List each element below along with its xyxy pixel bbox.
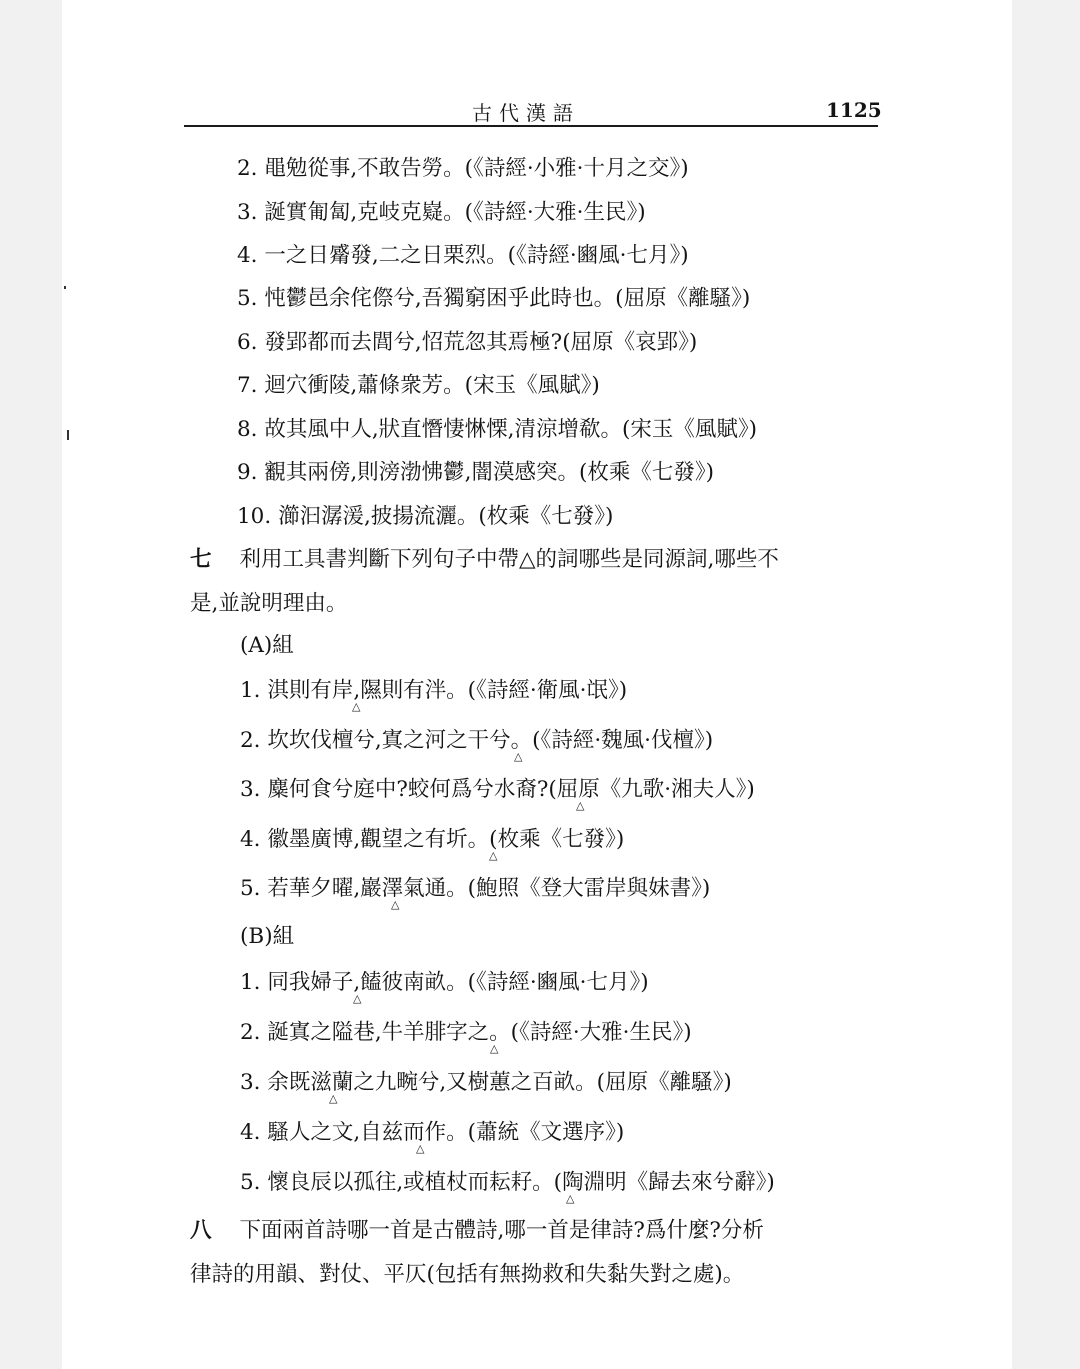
emphasis-triangle-icon: △ xyxy=(576,799,585,812)
list-item: 5. 懷良辰以孤往,或植杖而耘耔。(陶淵明《歸去來兮辭》) xyxy=(240,1170,775,1195)
list-item: 3. 余既滋蘭之九畹兮,又樹蕙之百畝。(屈原《離騷》) xyxy=(240,1070,732,1095)
group-b-label: (B)組 xyxy=(240,924,295,949)
emphasis-triangle-icon: △ xyxy=(416,1142,425,1155)
group-a-label: (A)組 xyxy=(240,633,294,658)
header-rule xyxy=(184,125,878,127)
question-8-text: 下面兩首詩哪一首是古體詩,哪一首是律詩?爲什麼?分析 xyxy=(239,1218,764,1243)
list-item: 5. 若華夕曜,巖澤氣通。(鮑照《登大雷岸與妹書》) xyxy=(240,876,711,901)
question-7-text: 利用工具書判斷下列句子中帶△的詞哪些是同源詞,哪些不 xyxy=(239,547,779,572)
list-item: 4. 徽墨廣博,觀望之有圻。(枚乘《七發》) xyxy=(240,827,625,852)
list-item: 6. 發郢都而去閭兮,怊荒忽其焉極?(屈原《哀郢》) xyxy=(237,330,698,355)
question-7-number: 七 xyxy=(190,547,212,572)
question-7-line-2: 是,並說明理由。 xyxy=(190,591,348,616)
list-item: 9. 覾其兩傍,則滂渤怫鬱,闇漠感突。(枚乘《七發》) xyxy=(237,460,715,485)
question-8-line-1 xyxy=(190,1217,764,1245)
list-item: 3. 誕實匍匐,克岐克嶷。(《詩經·大雅·生民》) xyxy=(237,200,646,225)
scan-speck xyxy=(64,286,66,289)
question-7-line-1 xyxy=(190,546,779,574)
page-number: 1125 xyxy=(826,98,882,122)
list-item: 4. 騷人之文,自兹而作。(蕭統《文選序》) xyxy=(240,1120,625,1145)
list-item: 2. 黽勉從事,不敢告勞。(《詩經·小雅·十月之交》) xyxy=(237,156,689,181)
list-item: 2. 誕寘之隘巷,牛羊腓字之。(《詩經·大雅·生民》) xyxy=(240,1020,692,1045)
emphasis-triangle-icon: △ xyxy=(514,750,523,763)
list-item: 5. 忳鬱邑余侘傺兮,吾獨窮困乎此時也。(屈原《離騷》) xyxy=(237,286,751,311)
running-header-title: 古代漢語 xyxy=(472,101,580,125)
emphasis-triangle-icon: △ xyxy=(489,849,498,862)
emphasis-triangle-icon: △ xyxy=(352,700,361,713)
list-item: 7. 迴穴衝陵,蕭條衆芳。(宋玉《風賦》) xyxy=(237,373,600,398)
list-item: 2. 坎坎伐檀兮,寘之河之干兮。(《詩經·魏風·伐檀》) xyxy=(240,728,714,753)
emphasis-triangle-icon: △ xyxy=(329,1092,338,1105)
emphasis-triangle-icon: △ xyxy=(490,1042,499,1055)
emphasis-triangle-icon: △ xyxy=(391,898,400,911)
emphasis-triangle-icon: △ xyxy=(353,992,362,1005)
list-item: 3. 麋何食兮庭中?蛟何爲兮水裔?(屈原《九歌·湘夫人》) xyxy=(240,777,755,802)
scan-speck xyxy=(67,430,69,440)
list-item: 4. 一之日觱發,二之日栗烈。(《詩經·豳風·七月》) xyxy=(237,243,689,268)
list-item: 1. 淇則有岸,隰則有泮。(《詩經·衛風·氓》) xyxy=(240,678,628,703)
list-item: 10. 瀄汩潺湲,披揚流灑。(枚乘《七發》) xyxy=(237,504,614,529)
question-8-line-2: 律詩的用韻、對仗、平仄(包括有無拗救和失黏失對之處)。 xyxy=(190,1262,745,1287)
question-8-number: 八 xyxy=(190,1218,212,1243)
list-item: 1. 同我婦子,饁彼南畝。(《詩經·豳風·七月》) xyxy=(240,970,649,995)
list-item: 8. 故其風中人,狀直憯悽惏慄,清涼增欷。(宋玉《風賦》) xyxy=(237,417,758,442)
emphasis-triangle-icon: △ xyxy=(566,1192,575,1205)
